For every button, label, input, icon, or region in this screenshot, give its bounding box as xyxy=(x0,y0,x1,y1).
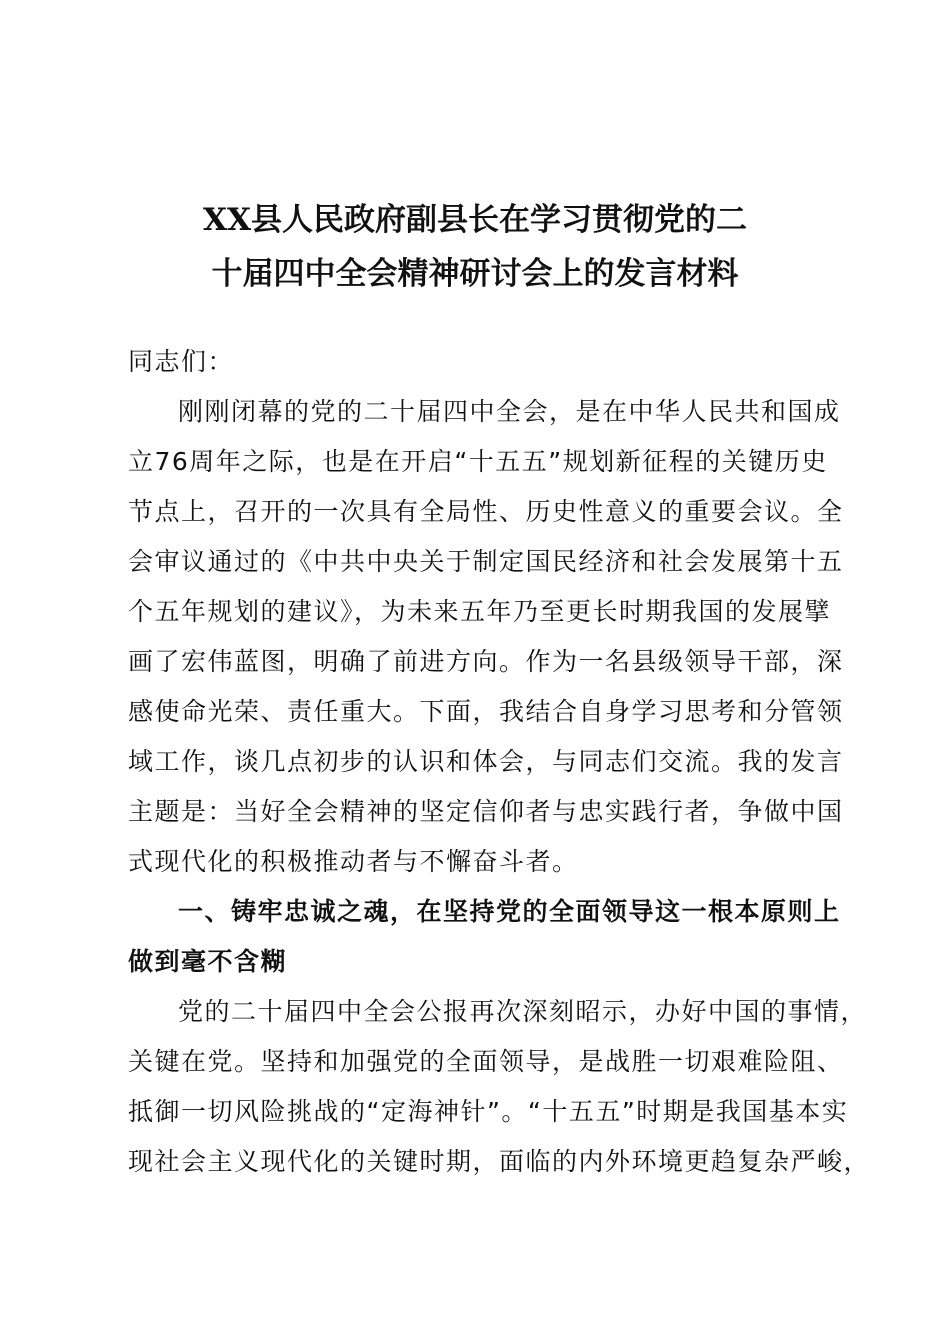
paragraph-line: 感使命光荣、责任重大。下面，我结合自身学习思考和分管领 xyxy=(128,697,844,726)
paragraph-line: 刚刚闭幕的党的二十届四中全会，是在中华人民共和国成 xyxy=(178,397,841,426)
paragraph-line: 会审议通过的《中共中央关于制定国民经济和社会发展第十五 xyxy=(128,547,844,576)
paragraph-line: 节点上，召开的一次具有全局性、历史性意义的重要会议。全 xyxy=(128,497,844,526)
paragraph-line: 主题是：当好全会精神的坚定信仰者与忠实践行者，争做中国 xyxy=(128,797,844,826)
document-title-line-1: XX县人民政府副县长在学习贯彻党的二 xyxy=(202,202,748,238)
salutation: 同志们： xyxy=(128,347,235,376)
section-heading-line: 做到毫不含糊 xyxy=(128,947,288,976)
paragraph-line: 式现代化的积极推动者与不懈奋斗者。 xyxy=(128,847,579,876)
paragraph-line: 立76周年之际，也是在开启“十五五”规划新征程的关键历史 xyxy=(128,447,828,476)
paragraph-line: 抵御一切风险挑战的“定海神针”。“十五五”时期是我国基本实 xyxy=(128,1097,849,1126)
paragraph-line: 关键在党。坚持和加强党的全面领导，是战胜一切艰难险阻、 xyxy=(128,1047,844,1076)
paragraph-line: 个五年规划的建议》，为未来五年乃至更长时期我国的发展擘 xyxy=(128,597,832,626)
paragraph-line: 画了宏伟蓝图，明确了前进方向。作为一名县级领导干部，深 xyxy=(128,647,844,676)
section-heading-line: 一、铸牢忠诚之魂，在坚持党的全面领导这一根本原则上 xyxy=(178,897,841,926)
document-title-line-2: 十届四中全会精神研讨会上的发言材料 xyxy=(211,256,739,292)
paragraph-line: 现社会主义现代化的关键时期，面临的内外环境更趋复杂严峻， xyxy=(128,1147,871,1176)
paragraph-line: 域工作，谈几点初步的认识和体会，与同志们交流。我的发言 xyxy=(128,747,844,776)
paragraph-line: 党的二十届四中全会公报再次深刻昭示，办好中国的事情， xyxy=(178,997,868,1026)
